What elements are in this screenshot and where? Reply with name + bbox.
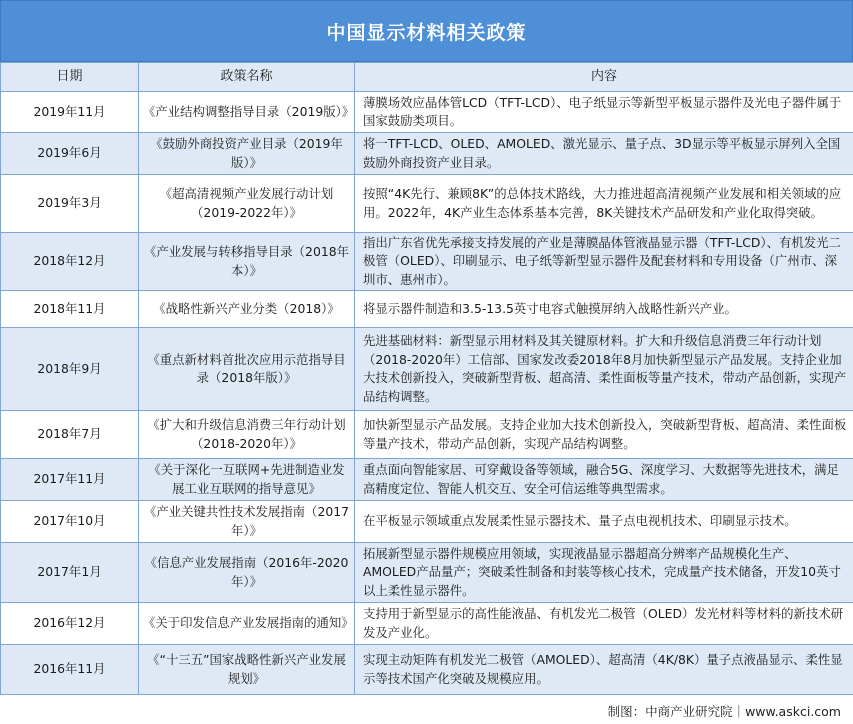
table-row [1, 411, 853, 459]
row-policy: 《战略性新兴产业分类（2018）》 [139, 291, 355, 328]
table-row [1, 645, 853, 695]
row-date: 2019年3月 [1, 175, 139, 233]
row-date: 2017年10月 [1, 501, 139, 543]
row-content: 薄膜场效应晶体管LCD（TFT-LCD）、电子纸显示等新型平板显示器件及光电子器件属于国家鼓励类项目。 [355, 92, 853, 133]
row-policy: 《产业结构调整指导目录（2019版）》 [139, 92, 355, 133]
row-content: 加快新型显示产品发展。支持企业加大技术创新投入，突破新型背板、超高清、柔性面板等量产技术，带动产品创新，实现产品结构调整。 [355, 411, 853, 459]
table-row [1, 233, 853, 291]
row-content: 将一TFT-LCD、OLED、AMOLED、激光显示、量子点、3D显示等平板显示屏列入全国鼓励外商投资产业目录。 [355, 133, 853, 175]
row-content: 指出广东省优先承接支持发展的产业是薄膜晶体管液晶显示器（TFT-LCD）、有机发光二极管（OLED）、印刷显示、电子纸等新型显示器件及配套材料和专用设备（广州市、深圳市、惠州市）。 [355, 233, 853, 291]
row-date: 2018年12月 [1, 233, 139, 291]
header-content: 内容 [355, 63, 853, 92]
table-row [1, 603, 853, 645]
row-policy: 《产业发展与转移指导目录（2018年本）》 [139, 233, 355, 291]
table-row [1, 543, 853, 603]
row-policy: 《产业关键共性技术发展指南（2017年）》 [139, 501, 355, 543]
row-policy: 《重点新材料首批次应用示范指导目录（2018年版）》 [139, 328, 355, 411]
row-date: 2017年11月 [1, 459, 139, 501]
header-policy: 政策名称 [139, 63, 355, 92]
table-row [1, 175, 853, 233]
row-date: 2016年11月 [1, 645, 139, 695]
row-policy: 《信息产业发展指南（2016年-2020年）》 [139, 543, 355, 603]
table-row [1, 133, 853, 175]
table-row [1, 501, 853, 543]
row-policy: 《“十三五”国家战略性新兴产业发展规划》 [139, 645, 355, 695]
row-date: 2016年12月 [1, 603, 139, 645]
row-content: 实现主动矩阵有机发光二极管（AMOLED）、超高清（4K/8K）量子点液晶显示、柔性显示等技术国产化突破及规模应用。 [355, 645, 853, 695]
row-content: 拓展新型显示器件规模应用领域，实现液晶显示器超高分辨率产品规模化生产、AMOLED产品量产；突破柔性制备和封装等核心技术，完成量产技术储备，开发10英寸以上柔性显示器件。 [355, 543, 853, 603]
row-policy: 《关于印发信息产业发展指南的通知》 [139, 603, 355, 645]
row-policy: 《鼓励外商投资产业目录（2019年版）》 [139, 133, 355, 175]
row-content: 先进基础材料：新型显示用材料及其关键原材料。扩大和升级信息消费三年行动计划（2018-2020年）工信部、国家发改委2018年8月加快新型显示产品发展。支持企业加大技术创新投入，突破新型背板、超高清、柔性面板等量产技术，带动产品创新，实现产品结构调整。 [355, 328, 853, 411]
table-row [1, 291, 853, 328]
row-policy: 《扩大和升级信息消费三年行动计划（2018-2020年）》 [139, 411, 355, 459]
row-date: 2019年11月 [1, 92, 139, 133]
row-content: 支持用于新型显示的高性能液晶、有机发光二极管（OLED）发光材料等材料的新技术研发及产业化。 [355, 603, 853, 645]
row-date: 2017年1月 [1, 543, 139, 603]
table-header-row [1, 63, 853, 92]
row-date: 2018年7月 [1, 411, 139, 459]
row-content: 重点面向智能家居、可穿戴设备等领域，融合5G、深度学习、大数据等先进技术，满足高精度定位、智能人机交互、安全可信运维等典型需求。 [355, 459, 853, 501]
table-row [1, 92, 853, 133]
row-policy: 《关于深化一互联网+先进制造业发展工业互联网的指导意见》 [139, 459, 355, 501]
row-content: 在平板显示领域重点发展柔性显示器技术、量子点电视机技术、印刷显示技术。 [355, 501, 853, 543]
row-policy: 《超高清视频产业发展行动计划（2019-2022年）》 [139, 175, 355, 233]
header-date: 日期 [1, 63, 139, 92]
table-row [1, 328, 853, 411]
source-credit: 制图：中商产业研究院｜www.askci.com [607, 704, 841, 719]
row-date: 2018年11月 [1, 291, 139, 328]
row-date: 2019年6月 [1, 133, 139, 175]
page-title: 中国显示材料相关政策 [0, 0, 853, 62]
row-content: 按照“4K先行、兼顾8K”的总体技术路线，大力推进超高清视频产业发展和相关领域的应用。2022年，4K产业生态体系基本完善，8K关键技术产品研发和产业化取得突破。 [355, 175, 853, 233]
row-content: 将显示器件制造和3.5-13.5英寸电容式触摸屏纳入战略性新兴产业。 [355, 291, 853, 328]
row-date: 2018年9月 [1, 328, 139, 411]
table-row [1, 459, 853, 501]
policy-table [0, 62, 853, 695]
